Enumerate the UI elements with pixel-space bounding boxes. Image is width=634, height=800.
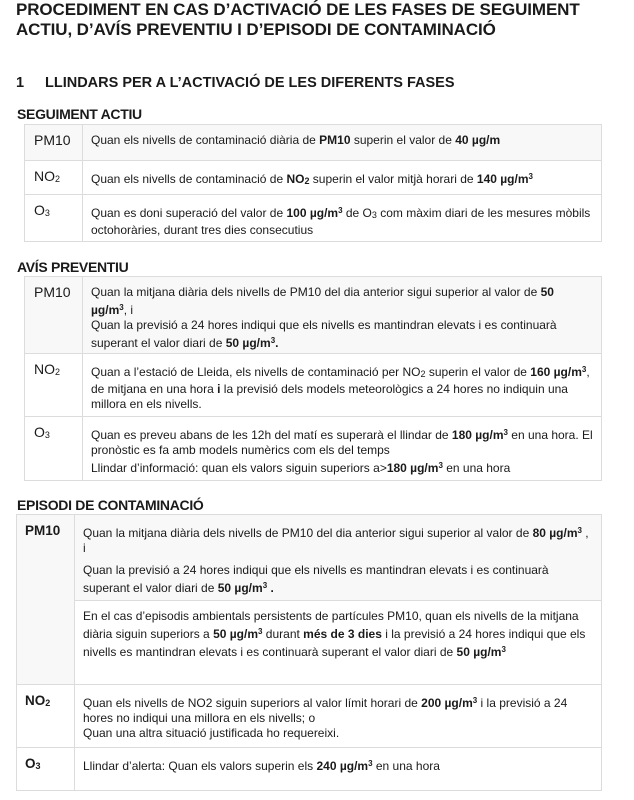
threshold-description: Quan els nivells de NO2 siguin superiors al valor límit horari de 200 $\mu g/m^3$ i la previsió a 24 hores no indiqui una millora en els nivells; o Quan una altra situació justificada ho requereixi. (75, 685, 602, 748)
threshold-description: Quan es preveu abans de les 12h del matí es superarà el llindar de 180 $\mu g/m^3$ en una hora. El pronòstic es fa amb models numèrics com els del temps Llindar d’informació: quan els valors siguin superiors a>180 $\mu g/m^3$ en una hora (83, 417, 602, 481)
phase-heading-avis-preventiu: AVÍS PREVENTIU (17, 259, 129, 275)
threshold-description: Quan es doni superació del valor de 100 $\mu g/m^3$ de O3 com màxim diari de les mesures mòbils octohoràries, durant tres dies consecutius (83, 195, 602, 242)
table-row (25, 161, 602, 195)
table-row (17, 748, 602, 791)
pollutant-cell: O3 (25, 195, 83, 242)
pollutant-cell: NO2 (17, 685, 75, 748)
table-row (25, 277, 602, 354)
pollutant-cell: PM10 (17, 515, 75, 685)
table-row (17, 601, 602, 685)
pollutant-cell: O3 (25, 417, 83, 481)
threshold-description: Quan els nivells de contaminació diària de PM10 superin el valor de 40 µg/m (83, 125, 602, 161)
table-seguiment-actiu (24, 124, 602, 242)
table-episodi-contaminacio (16, 514, 602, 791)
pollutant-cell: NO2 (25, 161, 83, 195)
phase-heading-episodi-contaminacio: EPISODI DE CONTAMINACIÓ (17, 497, 204, 513)
table-row (25, 354, 602, 417)
table-row (17, 685, 602, 748)
threshold-description: Quan la mitjana diària dels nivells de PM10 del dia anterior sigui superior al valor de 50 $\mu g/m^3$, i Quan la previsió a 24 hores indiqui que els nivells es mantindran elevats i es continuarà superant el valor diari de 50 $\mu g/m^3$. (83, 277, 602, 354)
threshold-description: Quan la mitjana diària dels nivells de PM10 del dia anterior sigui superior al valor de 80 $\mu g/m^3$ , i Quan la previsió a 24 hores indiqui que els nivells es mantindran elevats i es continuarà superant el valor diari de 50 $\mu g/m^3$ . (75, 515, 602, 601)
table-row (17, 515, 602, 601)
pollutant-cell: O3 (17, 748, 75, 791)
pollutant-cell: PM10 (25, 277, 83, 354)
document-title-line-2: ACTIU, D’AVÍS PREVENTIU I D’EPISODI DE CONTAMINACIÓ (16, 20, 496, 39)
table-row (25, 125, 602, 161)
section-title: LLINDARS PER A L’ACTIVACIÓ DE LES DIFERENTS FASES (45, 75, 455, 91)
phase-heading-seguiment-actiu: SEGUIMENT ACTIU (17, 106, 142, 122)
document-title (16, 0, 626, 40)
pollutant-cell: PM10 (25, 125, 83, 161)
table-row (25, 195, 602, 242)
threshold-description: Quan a l’estació de Lleida, els nivells de contaminació per NO2 superin el valor de 160 $\mu g/m^3$, de mitjana en una hora i la previsió dels models meteorològics a 24 hores no indiquin una millora en els nivells. (83, 354, 602, 417)
table-row (25, 417, 602, 481)
section-number: 1 (16, 75, 25, 91)
threshold-description: Quan els nivells de contaminació de NO2 superin el valor mitjà horari de 140 $\mu g/m^3$ (83, 161, 602, 195)
threshold-description: En el cas d’episodis ambientals persistents de partícules PM10, quan els nivells de la mitjana diària siguin superiors a 50 $\mu g/m^3$ durant més de 3 dies i la previsió a 24 hores indiqui que els nivells es mantindran elevats i es continuarà superant el valor diari de 50 $\mu g/m^3$ (75, 601, 602, 685)
pollutant-cell: NO2 (25, 354, 83, 417)
table-avis-preventiu (24, 276, 602, 481)
section-heading (16, 74, 455, 92)
threshold-description: Llindar d’alerta: Quan els valors superin els 240 $\mu g/m^3$ en una hora (75, 748, 602, 791)
document-title-line-1: PROCEDIMENT EN CAS D’ACTIVACIÓ DE LES FASES DE SEGUIMENT (16, 0, 580, 19)
